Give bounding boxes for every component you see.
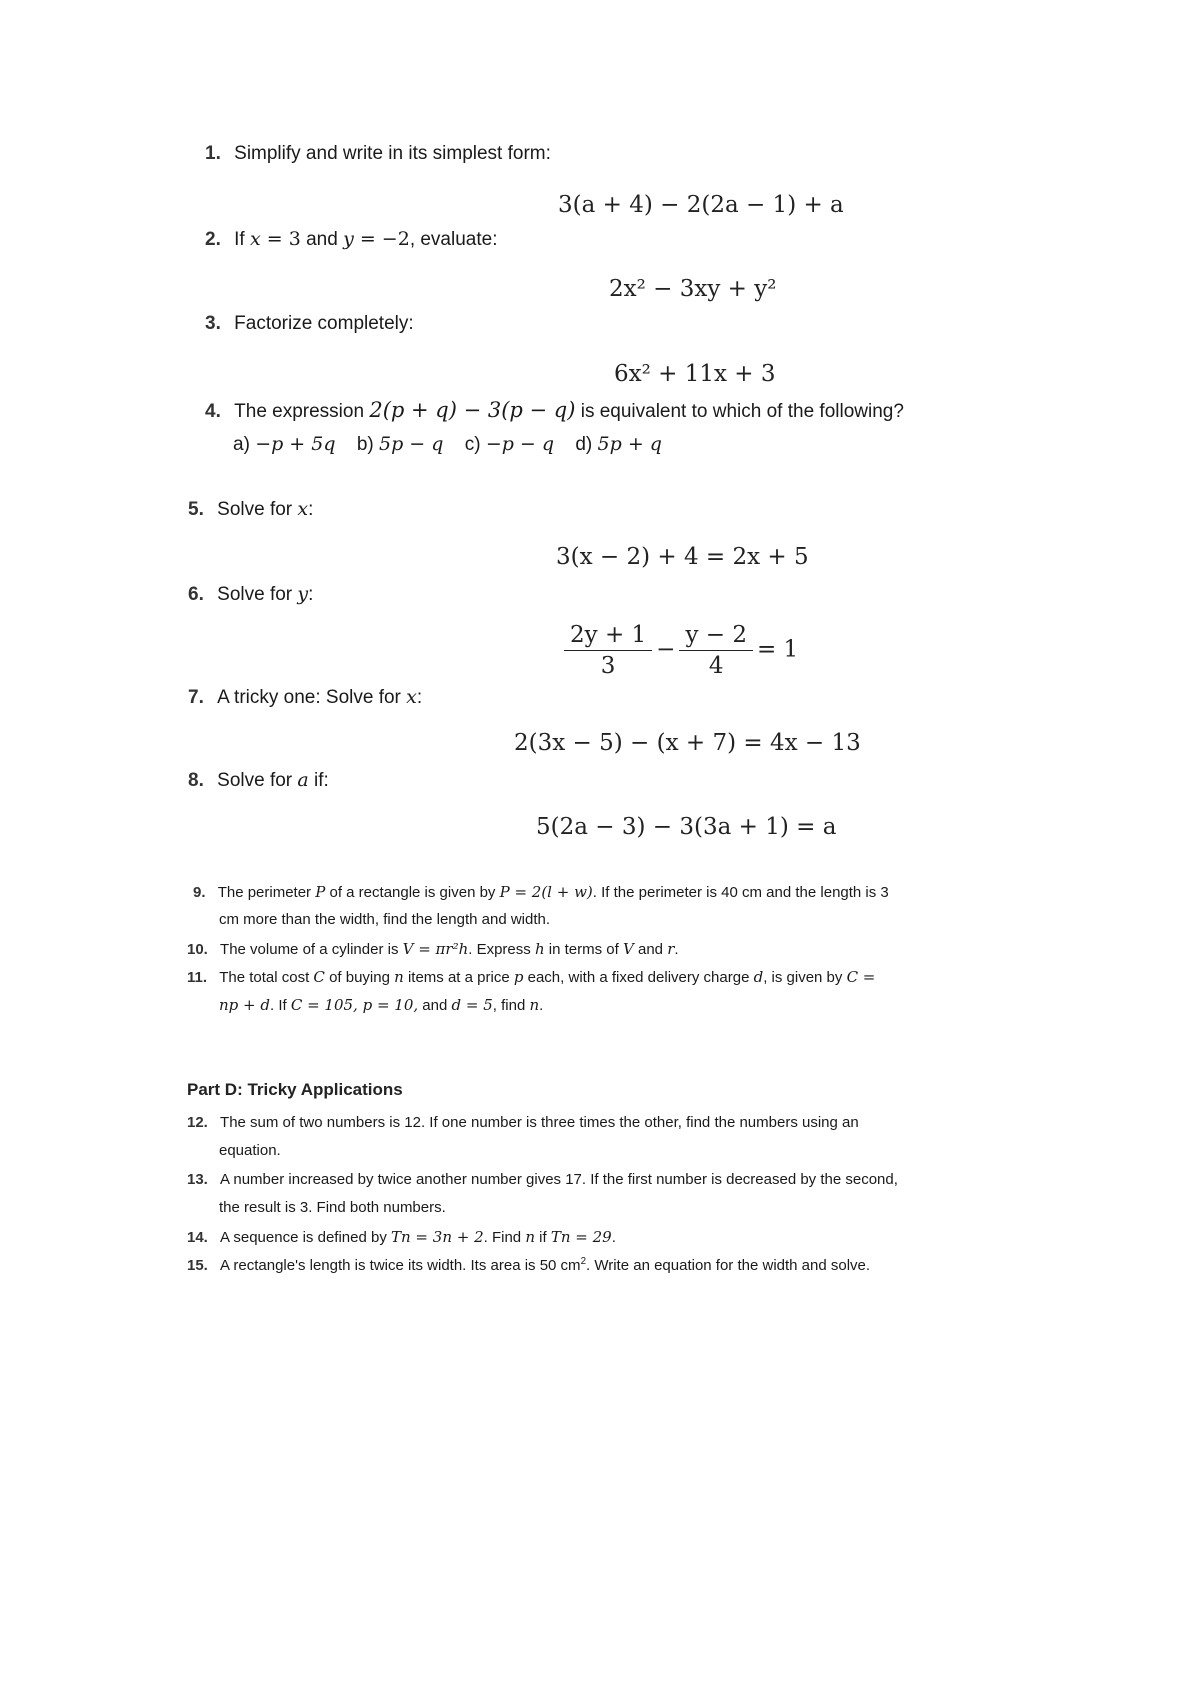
values: C = 105, p = 10, [290, 996, 419, 1014]
question-number: 10. [187, 941, 208, 958]
question-6 [188, 583, 313, 606]
text-part: and [418, 997, 452, 1014]
option-c-label: c) [464, 434, 486, 455]
eq-part: = 3 [260, 228, 301, 250]
var-a: a [297, 769, 309, 791]
var-p: p [513, 968, 524, 986]
text-part: . Express [468, 941, 535, 958]
text-part: of a rectangle is given by [325, 884, 500, 901]
denominator-1: 3 [600, 653, 616, 679]
var-n: n [394, 968, 404, 986]
var-n: n [525, 1228, 535, 1246]
text-part: . [539, 997, 544, 1014]
question-number: 9. [193, 884, 206, 901]
question-text: Solve for [217, 499, 298, 520]
formula: Tn = 3n + 2 [391, 1228, 484, 1246]
text-part: and [633, 941, 668, 958]
var-d: d [753, 968, 764, 986]
formula: np + d [219, 996, 270, 1014]
text-part: . [674, 941, 679, 958]
equation-7: 2(3x − 5) − (x + 7) = 4x − 13 [514, 730, 861, 756]
question-number: 6. [188, 584, 204, 605]
question-12 [187, 1114, 859, 1131]
answer-options [233, 433, 662, 456]
question-7 [188, 686, 422, 709]
colon: : [416, 687, 423, 708]
var-P: P [315, 883, 326, 901]
question-12-line-2: equation. [219, 1142, 281, 1159]
equation-6 [560, 620, 798, 681]
text-part: . [611, 1229, 616, 1246]
option-d: 5p + q [597, 433, 662, 455]
question-number: 7. [188, 687, 204, 708]
question-text-post: if: [308, 770, 329, 791]
question-number: 1. [205, 143, 221, 164]
question-number: 8. [188, 770, 204, 791]
equation-3: 6x² + 11x + 3 [614, 361, 776, 387]
question-11-line-2 [219, 996, 543, 1014]
equation-8: 5(2a − 3) − 3(3a + 1) = a [536, 814, 837, 840]
question-text: The sum of two numbers is 12. If one number is three times the other, find the numbers using an [220, 1114, 859, 1131]
value-d: d = 5 [451, 996, 493, 1014]
var-h: h [534, 940, 545, 958]
option-b: 5p − q [379, 433, 444, 455]
question-13-line-2: the result is 3. Find both numbers. [219, 1199, 446, 1216]
var-C: C [313, 968, 325, 986]
question-9-line-2: cm more than the width, find the length and width. [219, 911, 551, 928]
question-9 [193, 883, 889, 901]
text-part: , find [492, 997, 530, 1014]
formula: P = 2(l + w) [499, 883, 593, 901]
text-part: each, with a fixed delivery charge [523, 969, 754, 986]
option-c: −p − q [485, 433, 555, 455]
option-a: −p + 5q [255, 433, 336, 455]
expression: 2(p + q) − 3(p − q) [369, 398, 576, 422]
text-part: if [534, 1229, 551, 1246]
rhs: = 1 [756, 636, 799, 663]
text-part: The total cost [219, 969, 314, 986]
var-x: x [297, 498, 309, 520]
question-10 [187, 940, 679, 958]
question-text-pre: The expression [234, 401, 370, 422]
question-text: Solve for [217, 770, 298, 791]
denominator-2: 4 [708, 653, 724, 679]
minus-sign: − [656, 636, 676, 663]
text-part: The volume of a cylinder is [220, 941, 403, 958]
colon: : [308, 499, 314, 520]
question-text: Simplify and write in its simplest form: [234, 143, 551, 164]
question-5 [188, 498, 313, 521]
question-15 [187, 1256, 870, 1274]
text-part: . If [269, 997, 291, 1014]
text-part: , is given by [763, 969, 847, 986]
var-r: r [667, 940, 675, 958]
equation-1: 3(a + 4) − 2(2a − 1) + a [558, 192, 844, 218]
question-text-post: is equivalent to which of the following? [575, 401, 904, 422]
question-13 [187, 1171, 898, 1188]
var-x: x [249, 228, 261, 250]
option-d-label: d) [575, 434, 598, 455]
equation-2: 2x² − 3xy + y² [609, 276, 777, 302]
question-number: 13. [187, 1171, 208, 1188]
text-part: . Write an equation for the width and solve. [586, 1257, 871, 1274]
question-number: 5. [188, 499, 204, 520]
text-part: The perimeter [217, 884, 316, 901]
question-number: 2. [205, 229, 221, 250]
fraction-1 [564, 620, 652, 681]
question-14 [187, 1228, 616, 1246]
formula-2: Tn = 29 [550, 1228, 612, 1246]
section-heading: Part D: Tricky Applications [187, 1080, 403, 1099]
question-text: Solve for [217, 584, 298, 605]
text-part: of buying [324, 969, 395, 986]
question-1 [205, 143, 551, 165]
question-number: 4. [205, 401, 221, 422]
question-number: 15. [187, 1257, 208, 1274]
text-part: A rectangle's length is twice its width. Its area is 50 cm [220, 1257, 581, 1274]
question-number: 12. [187, 1114, 208, 1131]
fraction-2 [679, 620, 753, 681]
text-part: in terms of [544, 941, 623, 958]
numerator-1: 2y + 1 [564, 620, 652, 651]
equation-5: 3(x − 2) + 4 = 2x + 5 [556, 544, 809, 570]
question-number: 14. [187, 1229, 208, 1246]
text-part: A sequence is defined by [220, 1229, 391, 1246]
var-y: y [297, 583, 309, 605]
var-n: n [529, 996, 540, 1014]
question-text: A tricky one: Solve for [217, 687, 407, 708]
option-a-label: a) [233, 434, 256, 455]
text-part: . If the perimeter is 40 cm and the length is 3 [592, 884, 889, 901]
question-text-post: , evaluate: [409, 229, 498, 250]
question-3 [205, 313, 414, 335]
option-b-label: b) [356, 434, 379, 455]
question-8 [188, 769, 329, 792]
question-number: 11. [187, 969, 208, 986]
question-2 [205, 228, 497, 251]
eq-part: = −2 [353, 228, 410, 250]
colon: : [308, 584, 314, 605]
question-text: Factorize completely: [234, 313, 414, 334]
superscript: 2 [580, 1256, 586, 1267]
question-text: A number increased by twice another number gives 17. If the first number is decreased by the second, [220, 1171, 898, 1188]
question-text-pre: If [234, 229, 250, 250]
question-4 [205, 398, 904, 423]
and-text: and [300, 229, 344, 250]
var-x: x [406, 686, 417, 708]
text-part: items at a price [403, 969, 514, 986]
text-part: . Find [483, 1229, 526, 1246]
formula: V = πr²h [402, 940, 469, 958]
numerator-2: y − 2 [679, 620, 753, 651]
question-number: 3. [205, 313, 221, 334]
question-11 [187, 968, 875, 986]
var-V: V [622, 940, 634, 958]
var-C: C = [846, 968, 876, 986]
var-y: y [343, 228, 354, 250]
